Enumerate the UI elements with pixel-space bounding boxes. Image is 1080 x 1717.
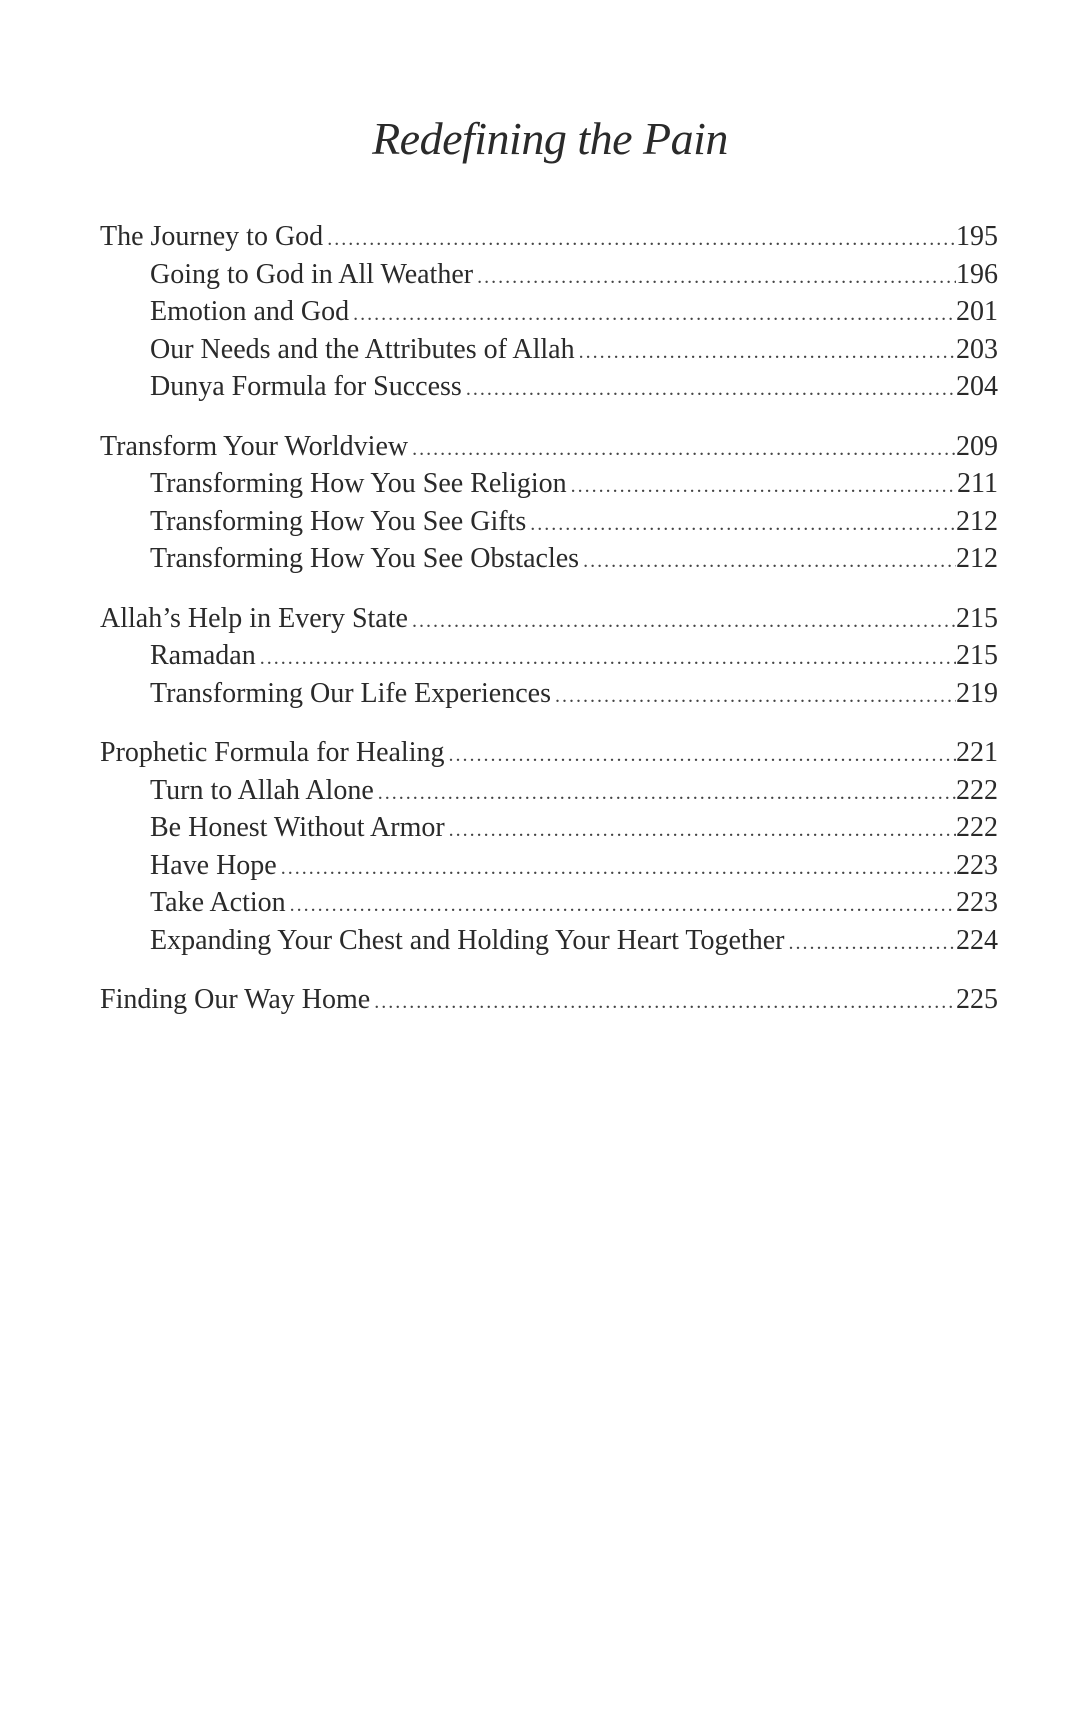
toc-subentry[interactable] — [100, 884, 998, 922]
dot-leader — [579, 334, 956, 369]
entry-title: Ramadan — [150, 640, 256, 671]
toc-subentry[interactable] — [100, 637, 998, 675]
dot-leader — [378, 775, 956, 810]
toc-subentry[interactable] — [100, 922, 998, 960]
toc-subentry[interactable] — [100, 847, 998, 885]
entry-title: Finding Our Way Home — [100, 984, 371, 1015]
toc-subentry[interactable] — [100, 772, 998, 810]
entry-title: Transforming Our Life Experiences — [150, 677, 551, 709]
dot-leader — [555, 678, 956, 713]
entry-title: Transform Your Worldview — [100, 430, 409, 462]
toc-subentry[interactable] — [100, 540, 998, 578]
page-number: 222 — [956, 812, 998, 843]
entry-title: Dunya Formula for Success — [150, 371, 462, 402]
dot-leader — [290, 887, 956, 922]
entry-title: Be Honest Without Armor — [150, 812, 445, 843]
dot-leader — [448, 737, 956, 772]
toc-subentry[interactable] — [100, 368, 998, 406]
dot-leader — [374, 984, 956, 1019]
entry-title: Take Action — [150, 887, 286, 918]
toc-section — [100, 734, 998, 959]
page-number: 222 — [956, 774, 998, 806]
dot-leader — [412, 603, 956, 638]
entry-title: The Journey to God — [100, 221, 324, 252]
toc-section — [100, 428, 998, 578]
toc-subentry[interactable] — [100, 809, 998, 847]
page-number: 201 — [956, 296, 998, 327]
dot-leader — [788, 925, 956, 960]
dot-leader — [281, 850, 956, 885]
toc-entry[interactable] — [100, 981, 998, 1019]
page-number: 215 — [956, 602, 998, 634]
page-number: 212 — [956, 543, 998, 574]
dot-leader — [353, 296, 956, 331]
page-number: 196 — [956, 258, 998, 290]
dot-leader — [449, 812, 956, 847]
toc-entry[interactable] — [100, 428, 998, 466]
entry-title: Going to God in All Weather — [150, 258, 474, 290]
entry-title: Transforming How You See Obstacles — [150, 543, 580, 574]
entry-title: Emotion and God — [150, 296, 350, 327]
page-number: 219 — [956, 677, 998, 709]
toc-section — [100, 600, 998, 713]
dot-leader — [466, 371, 956, 406]
toc-entry[interactable] — [100, 734, 998, 772]
page-number: 212 — [956, 505, 998, 537]
dot-leader — [477, 259, 956, 294]
toc-subentry[interactable] — [100, 503, 998, 541]
entry-title: Our Needs and the Attributes of Allah — [150, 333, 575, 365]
entry-title: Have Hope — [150, 849, 277, 881]
toc-section — [100, 218, 998, 406]
page-number: 223 — [956, 887, 998, 918]
dot-leader — [571, 468, 957, 503]
dot-leader — [327, 221, 956, 256]
dot-leader — [530, 506, 956, 541]
toc-subentry[interactable] — [100, 256, 998, 294]
page-number: 195 — [956, 221, 998, 252]
page-number: 223 — [956, 849, 998, 881]
dot-leader — [260, 640, 956, 675]
toc-entry[interactable] — [100, 218, 998, 256]
toc-subentry[interactable] — [100, 465, 998, 503]
page-number: 225 — [956, 984, 998, 1015]
entry-title: Prophetic Formula for Healing — [100, 737, 445, 768]
page-number: 209 — [956, 430, 998, 462]
entry-title: Transforming How You See Gifts — [150, 505, 527, 537]
toc-subentry[interactable] — [100, 675, 998, 713]
page-number: 203 — [956, 333, 998, 365]
page-number: 224 — [956, 924, 998, 956]
dot-leader — [583, 543, 956, 578]
entry-title: Turn to Allah Alone — [150, 774, 374, 806]
toc-entry[interactable] — [100, 600, 998, 638]
page-number: 221 — [956, 737, 998, 768]
toc-section — [100, 981, 998, 1019]
toc-subentry[interactable] — [100, 293, 998, 331]
table-of-contents — [100, 218, 998, 1041]
toc-subentry[interactable] — [100, 331, 998, 369]
entry-title: Allah’s Help in Every State — [100, 602, 408, 634]
page-title: Redefining the Pain — [372, 113, 728, 164]
page-number: 204 — [956, 371, 998, 402]
entry-title: Transforming How You See Religion — [150, 468, 567, 499]
dot-leader — [412, 431, 956, 466]
page-number: 211 — [957, 468, 998, 499]
entry-title: Expanding Your Chest and Holding Your Heart Together — [150, 924, 785, 956]
page-number: 215 — [956, 640, 998, 671]
